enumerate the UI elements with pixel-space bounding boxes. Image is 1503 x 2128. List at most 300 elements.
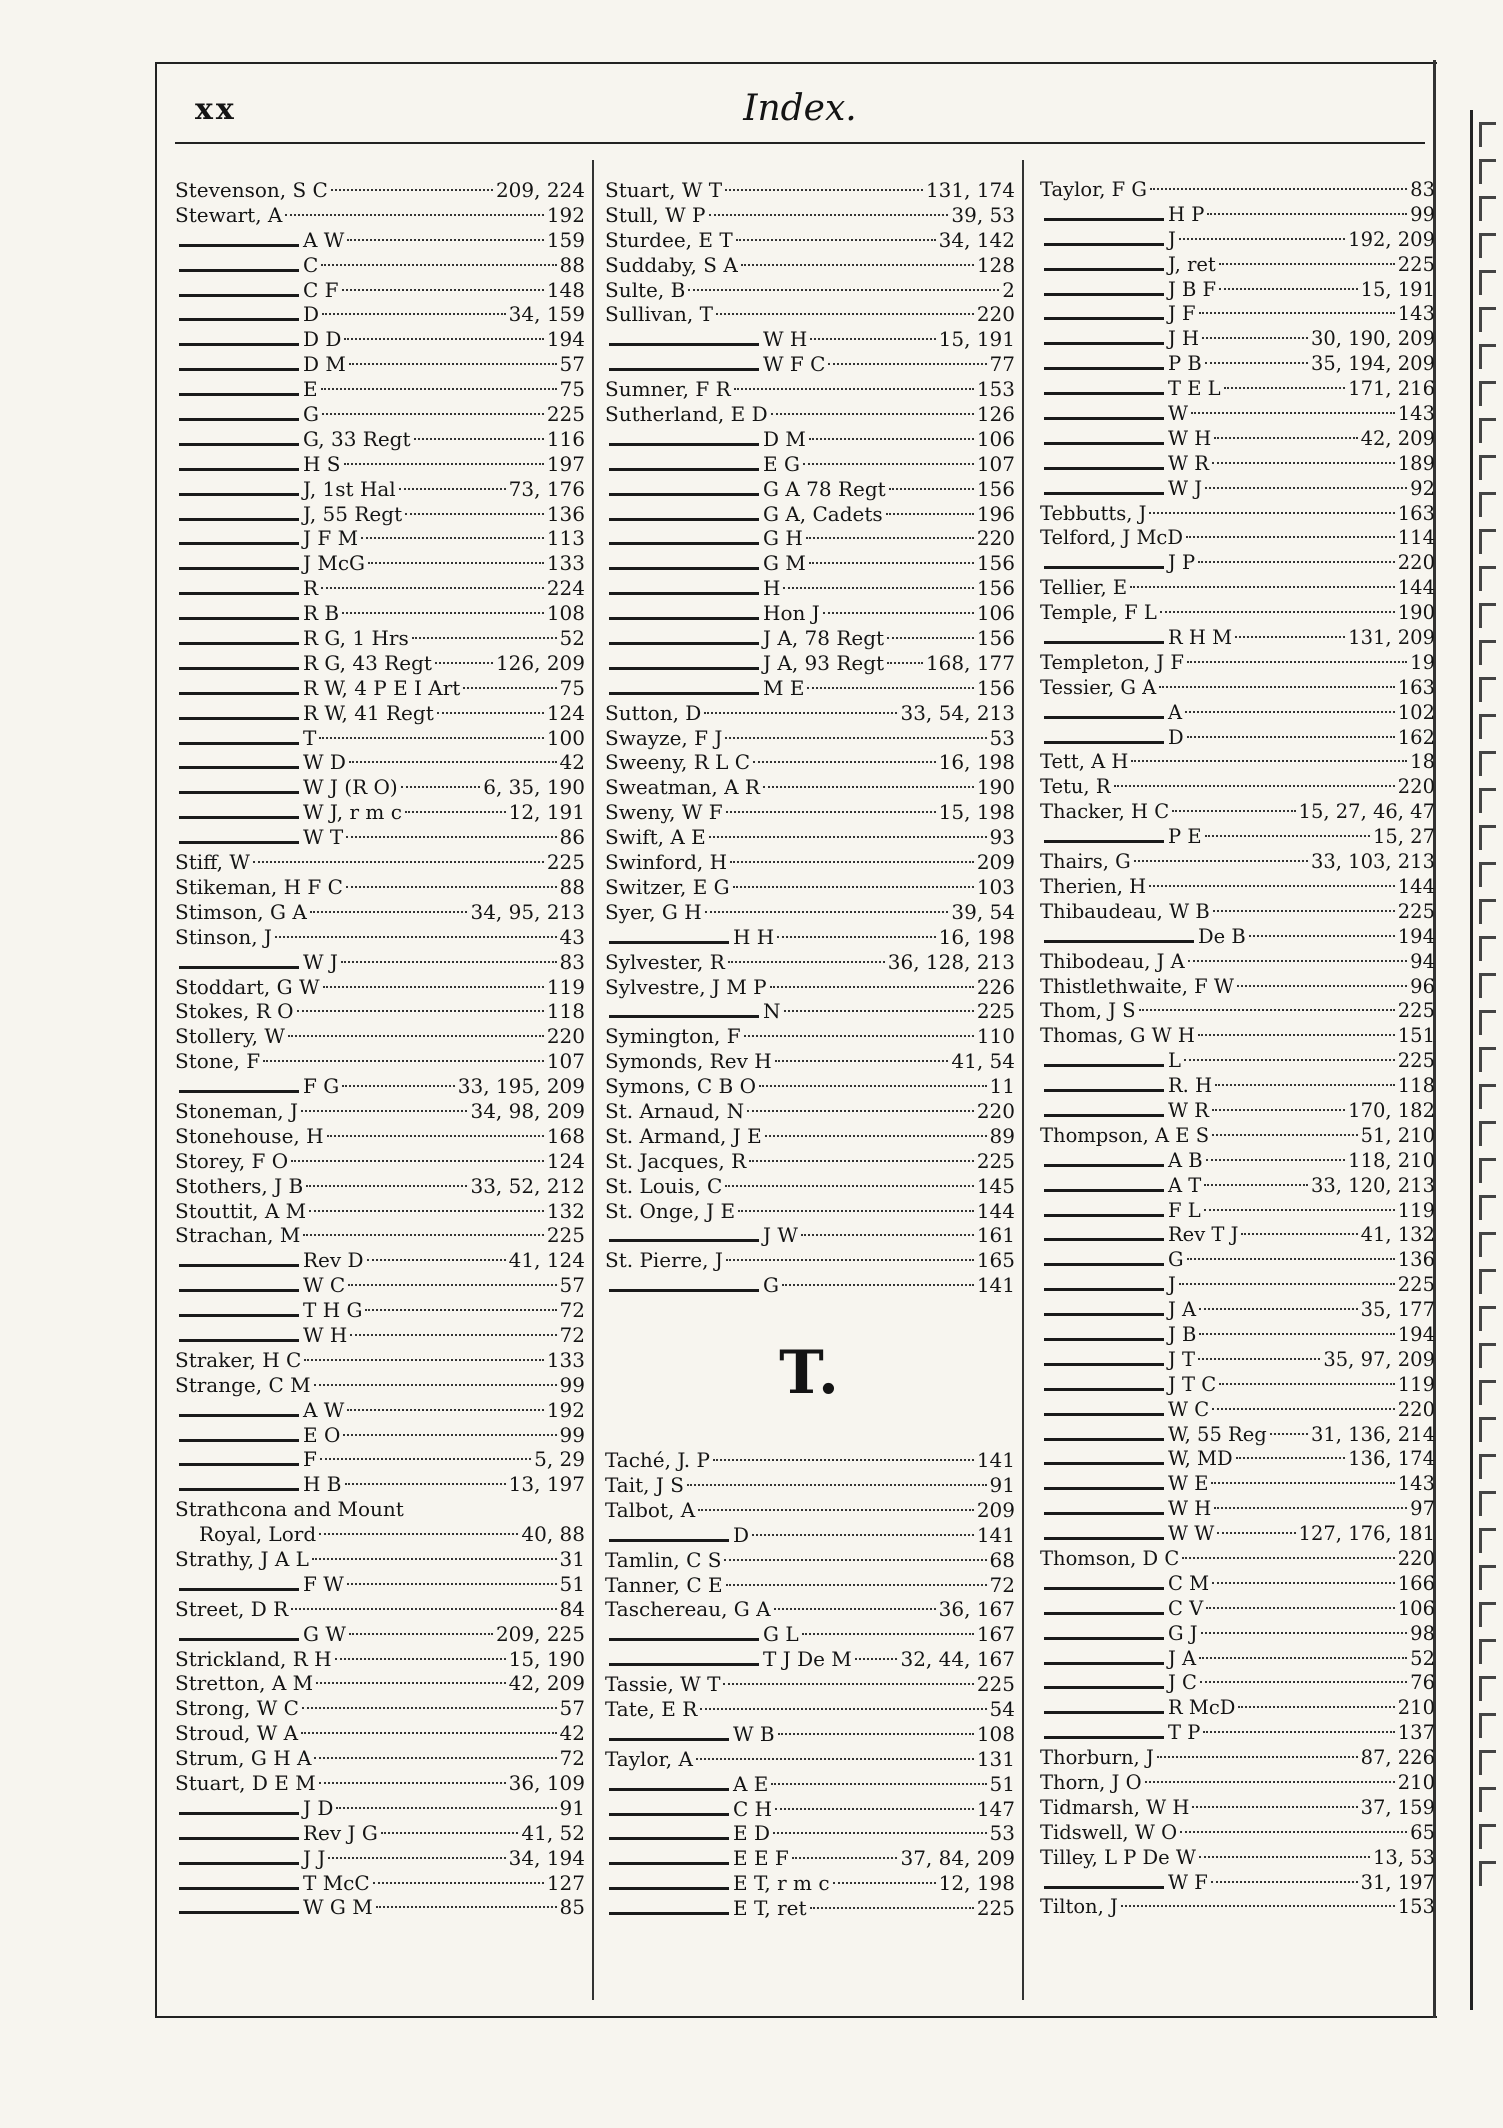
entry-name: Tamlin, C S: [605, 1547, 722, 1572]
ditto-rule: [1044, 1413, 1164, 1416]
dot-leader: [886, 511, 974, 515]
ditto-rule: [609, 692, 759, 695]
dot-leader: [1187, 734, 1395, 738]
ditto-rule: [179, 1837, 299, 1840]
entry-name: Stokes, R O: [175, 999, 294, 1024]
entry-pages: 171, 216: [1348, 377, 1435, 401]
index-entry: [605, 1548, 1015, 1573]
entry-name: Straker, H C: [175, 1347, 302, 1372]
dot-leader: [301, 1730, 556, 1734]
entry-name: Stretton, A M: [175, 1671, 314, 1696]
index-entry: [1040, 1796, 1435, 1821]
entry-name: H: [763, 576, 781, 601]
entry-pages: 163: [1397, 675, 1435, 699]
index-entry: [605, 950, 1015, 975]
index-entry: [1040, 1746, 1435, 1771]
dot-leader: [1238, 1704, 1394, 1708]
dot-leader: [414, 436, 544, 440]
ditto-rule: [179, 393, 299, 396]
index-entry: [1040, 352, 1435, 377]
entry-pages: 226: [976, 974, 1015, 999]
entry-name: C H: [733, 1796, 773, 1821]
entry-pages: 119: [546, 974, 585, 999]
index-entry: [1040, 651, 1435, 676]
entry-pages: 136: [1397, 1248, 1435, 1272]
ditto-rule: [609, 1862, 729, 1865]
dot-leader: [1212, 1580, 1395, 1584]
index-entry: [1040, 1472, 1435, 1497]
entry-name: G: [303, 402, 319, 427]
dot-leader: [1187, 659, 1407, 663]
entry-name: W G M: [303, 1895, 373, 1920]
dot-leader: [1160, 609, 1395, 613]
index-entry: [605, 1199, 1015, 1224]
entry-name: St. Pierre, J: [605, 1248, 723, 1273]
dot-leader: [1270, 1431, 1308, 1435]
entry-name: G: [1168, 1248, 1184, 1272]
dot-leader: [1224, 385, 1346, 389]
ditto-rule: [179, 1638, 299, 1641]
entry-name: M E: [763, 675, 805, 700]
ditto-rule: [179, 791, 299, 794]
entry-pages: 41, 54: [951, 1049, 1015, 1074]
index-entry: [605, 1024, 1015, 1049]
dot-leader: [347, 1407, 543, 1411]
entry-name: C: [303, 252, 319, 277]
entry-name: G, 33 Regt: [303, 426, 411, 451]
ditto-rule: [1044, 716, 1164, 719]
entry-name: W J: [303, 949, 338, 974]
dot-leader: [1249, 933, 1395, 937]
index-entry: [605, 651, 1015, 676]
entry-pages: 39, 54: [951, 899, 1015, 924]
entry-pages: 99: [1410, 202, 1435, 226]
entry-name: Sutton, D: [605, 700, 702, 725]
entry-pages: 41, 132: [1360, 1223, 1435, 1247]
entry-name: Tessier, G A: [1040, 675, 1157, 699]
dot-leader: [889, 486, 974, 490]
ditto-rule: [1044, 1662, 1164, 1665]
index-entry: [1040, 1497, 1435, 1522]
index-entry: [1040, 1821, 1435, 1846]
index-entry: [605, 875, 1015, 900]
index-entry: [175, 950, 585, 975]
entry-name: J B F: [1168, 277, 1217, 301]
index-entry: [605, 626, 1015, 651]
index-entry: [605, 402, 1015, 427]
index-entry: [605, 1174, 1015, 1199]
ditto-rule: [179, 1439, 299, 1442]
entry-name: W W: [1168, 1522, 1215, 1546]
dot-leader: [1206, 1605, 1395, 1609]
index-entry: [1040, 1074, 1435, 1099]
dot-leader: [309, 1208, 544, 1212]
ditto-rule: [609, 1663, 759, 1666]
entry-name: Tebbutts, J: [1040, 501, 1147, 525]
index-entry: [1040, 1298, 1435, 1323]
entry-pages: 72: [559, 1746, 585, 1771]
dot-leader: [350, 1332, 556, 1336]
entry-name: J B: [1168, 1322, 1197, 1346]
index-entry: [1040, 900, 1435, 925]
entry-pages: 148: [546, 277, 585, 302]
dot-leader: [770, 984, 974, 988]
index-entry: [1040, 1423, 1435, 1448]
entry-name: Tilton, J: [1040, 1895, 1118, 1919]
dot-leader: [1188, 958, 1407, 962]
entry-name: J A: [1168, 1646, 1197, 1670]
dot-leader: [275, 934, 557, 938]
entry-name: E D: [733, 1821, 770, 1846]
index-entry: [1040, 1597, 1435, 1622]
entry-name: Street, D R: [175, 1596, 289, 1621]
index-entry: [1040, 750, 1435, 775]
dot-leader: [1213, 908, 1395, 912]
index-entry: [605, 1622, 1015, 1647]
index-entry: [175, 178, 585, 203]
entry-pages: 209: [976, 850, 1015, 875]
entry-name: Stoneman, J: [175, 1098, 298, 1123]
index-entry: [175, 1049, 585, 1074]
dot-leader: [331, 187, 493, 191]
dot-leader: [730, 859, 974, 863]
entry-pages: 75: [559, 377, 585, 402]
index-entry: [1040, 1248, 1435, 1273]
entry-pages: 209, 225: [495, 1621, 585, 1646]
entry-name: E O: [303, 1422, 341, 1447]
dot-leader: [1219, 1381, 1395, 1385]
entry-pages: 225: [1397, 999, 1435, 1023]
dot-leader: [399, 486, 506, 490]
entry-pages: 194: [1397, 924, 1435, 948]
entry-name: E T, r m c: [733, 1871, 830, 1896]
dot-leader: [744, 1033, 974, 1037]
dot-leader: [1184, 1057, 1395, 1061]
entry-pages: 39, 53: [951, 202, 1015, 227]
ditto-rule: [1044, 218, 1164, 221]
index-entry: [175, 1124, 585, 1149]
ditto-rule: [179, 1862, 299, 1865]
entry-pages: 51, 210: [1360, 1123, 1435, 1147]
entry-name: Strathy, J A L: [175, 1546, 309, 1571]
dot-leader: [304, 1357, 543, 1361]
dot-leader: [709, 834, 987, 838]
dot-leader: [401, 784, 481, 788]
dot-leader: [771, 411, 974, 415]
entry-name: Tilley, L P De W: [1040, 1845, 1196, 1869]
ditto-rule: [1044, 392, 1164, 395]
entry-pages: 220: [976, 1098, 1015, 1123]
index-entry: [1040, 402, 1435, 427]
dot-leader: [1241, 1231, 1357, 1235]
entry-pages: 88: [559, 252, 585, 277]
index-entry: [175, 502, 585, 527]
dot-leader: [1199, 310, 1395, 314]
entry-pages: 13, 53: [1372, 1845, 1435, 1869]
ditto-rule: [179, 269, 299, 272]
dot-leader: [1212, 1406, 1395, 1410]
index-entry: [605, 302, 1015, 327]
dot-leader: [319, 735, 543, 739]
entry-pages: 166: [1397, 1571, 1435, 1595]
entry-pages: 57: [559, 1696, 585, 1721]
ditto-rule: [1044, 1612, 1164, 1615]
dot-leader: [700, 1706, 986, 1710]
entry-name: Sylvester, R: [605, 949, 725, 974]
entry-pages: 143: [1397, 1472, 1435, 1496]
index-entry: [175, 477, 585, 502]
index-entry: [1040, 1223, 1435, 1248]
index-entry: [1040, 1671, 1435, 1696]
ditto-rule: [179, 468, 299, 471]
entry-pages: 225: [1397, 1049, 1435, 1073]
ditto-rule: [179, 418, 299, 421]
dot-leader: [1200, 1679, 1407, 1683]
entry-pages: 225: [546, 1223, 585, 1248]
entry-name: G A 78 Regt: [763, 476, 886, 501]
entry-name: H B: [303, 1472, 342, 1497]
entry-name: Sullivan, T: [605, 302, 713, 327]
dot-leader: [1199, 1331, 1394, 1335]
ditto-rule: [609, 642, 759, 645]
entry-name: T McC: [303, 1870, 370, 1895]
entry-name: J F: [1168, 302, 1196, 326]
dot-leader: [263, 1058, 544, 1062]
entry-pages: 77: [989, 352, 1015, 377]
entry-pages: 170, 182: [1348, 1098, 1435, 1122]
entry-pages: 31, 197: [1360, 1870, 1435, 1894]
index-entry: [175, 1572, 585, 1597]
entry-pages: 41, 124: [508, 1248, 585, 1273]
ditto-rule: [609, 1239, 759, 1242]
entry-pages: 132: [546, 1198, 585, 1223]
entry-name: L: [1168, 1049, 1181, 1073]
entry-pages: 118: [1397, 1074, 1435, 1098]
index-entry: [175, 1099, 585, 1124]
entry-name: Symington, F: [605, 1024, 741, 1049]
dot-leader: [759, 1083, 987, 1087]
dot-leader: [887, 660, 923, 664]
entry-name: R: [303, 576, 319, 601]
dot-leader: [713, 1457, 974, 1461]
index-entry: [175, 1771, 585, 1796]
entry-name: Telford, J McD: [1040, 526, 1183, 550]
entry-pages: 127, 176, 181: [1298, 1522, 1435, 1546]
entry-name: J A: [1168, 1298, 1197, 1322]
entry-name: Thibaudeau, W B: [1040, 899, 1210, 923]
index-entry: [175, 1199, 585, 1224]
entry-name: Taylor, A: [605, 1746, 693, 1771]
index-entry: [175, 975, 585, 1000]
dot-leader: [319, 1780, 506, 1784]
dot-leader: [774, 1606, 936, 1610]
index-entry: [1040, 1522, 1435, 1547]
dot-leader: [323, 984, 544, 988]
entry-pages: 156: [976, 476, 1015, 501]
entry-pages: 11: [989, 1074, 1015, 1099]
dot-leader: [809, 436, 974, 440]
entry-pages: 225: [546, 850, 585, 875]
entry-pages: 83: [1410, 178, 1435, 201]
index-entry: [1040, 1871, 1435, 1896]
index-entry: [175, 1721, 585, 1746]
ditto-rule: [1044, 442, 1164, 445]
entry-pages: 190: [1397, 601, 1435, 625]
entry-pages: 91: [559, 1795, 585, 1820]
dot-leader: [1199, 1854, 1370, 1858]
entry-name: R. H: [1168, 1074, 1213, 1098]
entry-pages: 126: [976, 402, 1015, 427]
dot-leader: [1205, 485, 1407, 489]
entry-pages: 96: [1410, 974, 1435, 998]
entry-name: D: [303, 302, 320, 327]
entry-pages: 220: [1397, 551, 1435, 575]
entry-name: J H: [1168, 327, 1200, 351]
entry-name: W, MD: [1168, 1447, 1233, 1471]
entry-name: F L: [1168, 1198, 1201, 1222]
dot-leader: [301, 1108, 467, 1112]
dot-leader: [463, 685, 556, 689]
entry-name: W B: [733, 1721, 775, 1746]
entry-pages: 52: [1410, 1646, 1435, 1670]
dot-leader: [1130, 584, 1395, 588]
entry-name: Stonehouse, H: [175, 1123, 324, 1148]
ditto-rule: [609, 542, 759, 545]
entry-pages: 84: [559, 1596, 585, 1621]
entry-pages: 53: [989, 1821, 1015, 1846]
ditto-rule: [1044, 1214, 1164, 1217]
ditto-rule: [1044, 1313, 1164, 1316]
entry-name: Stouttit, A M: [175, 1198, 307, 1223]
entry-name: Thorburn, J: [1040, 1746, 1154, 1770]
ditto-rule: [1044, 1388, 1164, 1391]
entry-pages: 93: [989, 825, 1015, 850]
index-entry: [175, 1597, 585, 1622]
ditto-rule: [1044, 840, 1164, 843]
dot-leader: [349, 361, 557, 365]
index-entry: [1040, 726, 1435, 751]
dot-leader: [312, 1556, 557, 1560]
dot-leader: [347, 1581, 557, 1585]
dot-leader: [747, 1108, 974, 1112]
index-entry: [1040, 1398, 1435, 1423]
entry-pages: 141: [976, 1448, 1015, 1473]
entry-name: Strickland, R H: [175, 1646, 332, 1671]
entry-pages: 72: [989, 1572, 1015, 1597]
entry-name: A: [1168, 700, 1183, 724]
entry-pages: 156: [976, 626, 1015, 651]
dot-leader: [314, 1382, 557, 1386]
entry-pages: 35, 97, 209: [1323, 1347, 1435, 1371]
ditto-rule: [609, 1813, 729, 1816]
index-entry: [1040, 178, 1435, 203]
entry-pages: 168: [546, 1123, 585, 1148]
entry-pages: 85: [559, 1895, 585, 1920]
entry-name: C M: [1168, 1571, 1210, 1595]
entry-pages: 42: [559, 1721, 585, 1746]
entry-name: Storey, F O: [175, 1148, 289, 1173]
dot-leader: [704, 710, 897, 714]
entry-name: Thacker, H C: [1040, 800, 1170, 824]
index-entry: [605, 352, 1015, 377]
dot-leader: [297, 1008, 544, 1012]
index-entry: [175, 800, 585, 825]
ditto-rule: [179, 841, 299, 844]
dot-leader: [348, 1282, 556, 1286]
ditto-rule: [1044, 1637, 1164, 1640]
entry-name: F W: [303, 1571, 344, 1596]
dot-leader: [412, 635, 557, 639]
dot-leader: [365, 1307, 556, 1311]
entry-name: Stinson, J: [175, 924, 272, 949]
index-entry: [1040, 228, 1435, 253]
entry-pages: 91: [989, 1472, 1015, 1497]
entry-pages: 225: [976, 1896, 1015, 1921]
index-entry: [175, 626, 585, 651]
ditto-rule: [179, 1264, 299, 1267]
ditto-rule: [1044, 641, 1164, 644]
entry-pages: 33, 195, 209: [457, 1074, 585, 1099]
entry-name: Syer, G H: [605, 899, 702, 924]
entry-pages: 153: [976, 377, 1015, 402]
index-entry: [1040, 1447, 1435, 1472]
dot-leader: [291, 1158, 544, 1162]
entry-pages: 225: [1397, 252, 1435, 276]
dot-leader: [698, 1507, 974, 1511]
dot-leader: [784, 1008, 974, 1012]
index-entry: [1040, 1273, 1435, 1298]
entry-pages: 210: [1397, 1771, 1435, 1794]
dot-leader: [349, 1631, 493, 1635]
index-entry: [1040, 302, 1435, 327]
dot-leader: [1191, 410, 1395, 414]
entry-pages: 15, 191: [938, 327, 1015, 352]
ditto-rule: [1044, 467, 1164, 470]
entry-name: Sweatman, A R: [605, 775, 760, 800]
index-entry: [175, 203, 585, 228]
entry-name: Tanner, C E: [605, 1572, 723, 1597]
index-entry: [175, 1821, 585, 1846]
entry-pages: 156: [976, 576, 1015, 601]
dot-leader: [347, 237, 543, 241]
entry-pages: 32, 44, 167: [900, 1647, 1015, 1672]
ditto-rule: [609, 1638, 759, 1641]
entry-name: Strange, C M: [175, 1372, 311, 1397]
index-entry: [605, 1448, 1015, 1473]
ditto-rule: [1044, 1587, 1164, 1590]
entry-name: W D: [303, 750, 346, 775]
entry-pages: 76: [1410, 1671, 1435, 1695]
dot-leader: [738, 1208, 974, 1212]
ditto-rule: [609, 443, 759, 446]
dot-leader: [1114, 783, 1395, 787]
index-entry: [1040, 775, 1435, 800]
dot-leader: [736, 237, 936, 241]
dot-leader: [749, 1158, 974, 1162]
ditto-rule: [179, 443, 299, 446]
dot-leader: [1198, 1032, 1395, 1036]
index-entry: [1040, 601, 1435, 626]
dot-leader: [716, 311, 974, 315]
index-entry: [175, 1398, 585, 1423]
dot-leader: [1185, 709, 1395, 713]
dot-leader: [1205, 360, 1308, 364]
index-entry: [1040, 1348, 1435, 1373]
index-entry: [605, 477, 1015, 502]
entry-pages: 83: [559, 949, 585, 974]
entry-pages: 196: [976, 501, 1015, 526]
ditto-rule: [1044, 1238, 1164, 1241]
